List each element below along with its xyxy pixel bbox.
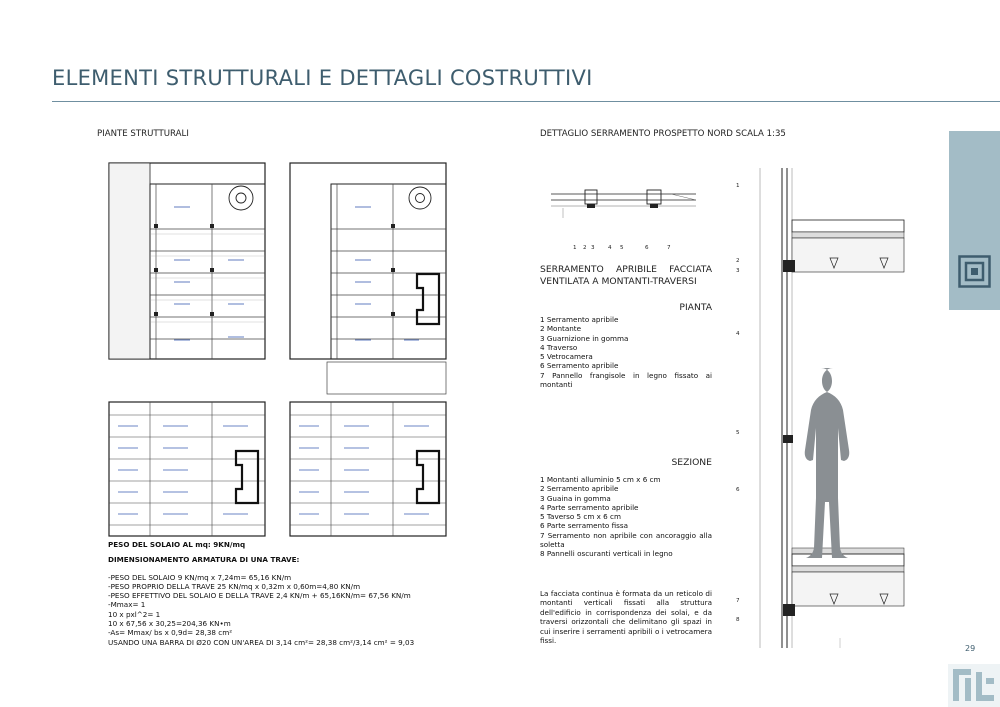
calc-line: -As= Mmax/ bs x 0,9d= 28,38 cm² [108,628,233,638]
detail-num: 6 [645,245,649,251]
detail-num: 4 [608,245,612,251]
square-target-icon [958,255,991,288]
calc-block [108,540,414,647]
pianta-item: 5 Vetrocamera [540,352,593,362]
sezione-title: SEZIONE [671,457,712,468]
detail-num: 3 [591,245,595,251]
corner-logo-icon [948,664,1000,707]
section-num: 4 [736,331,740,337]
section-num: 8 [736,617,740,623]
detail-num: 7 [667,245,671,251]
sezione-item: 8 Pannelli oscuranti verticali in legno [540,549,673,559]
calc-line: -Mmax= 1 [108,600,146,610]
sezione-item: 7 Serramento non apribile con ancoraggio alla soletta [540,530,712,550]
window-plan-detail [551,178,696,223]
pianta-item: 3 Guarnizione in gomma [540,333,629,343]
calc-line: -PESO DEL SOLAIO 9 KN/mq x 7,24m= 65,16 KN/m [108,572,292,582]
pianta-item: 1 Serramento apribile [540,315,619,324]
structural-plan-3 [108,401,266,537]
structural-plan-1 [108,162,266,360]
structural-plan-2 [289,162,447,396]
dim-title: DIMENSIONAMENTO ARMATURA DI UNA TRAVE: [108,555,300,565]
sezione-list [540,475,712,559]
calc-line: USANDO UNA BARRA DI Ø20 CON UN'AREA DI 3,14 cm²= 28,38 cm²/3,14 cm² = 9,03 [108,637,415,647]
pianta-list [540,315,712,389]
detail-num: 5 [620,245,624,251]
window-section-detail [730,168,942,648]
facade-paragraph: La facciata continua è formata da un reticolo di montanti verticali fissati alla struttura dell'edificio in corrispondenza dei solai, e da traversi orizzontali che delimitano gli spazi in cui inserire i serramenti apribili o i vetrocamera fissi. [540,589,712,646]
calc-line: 10 x 67,56 x 30,25=204,36 KN•m [108,619,231,629]
calc-line: -PESO EFFETTIVO DEL SOLAIO E DELLA TRAVE 2,4 KN/m + 65,16KN/m= 67,56 KN/m [108,591,411,601]
pianta-item: 2 Montante [540,324,582,334]
detail-num: 1 [573,245,577,251]
page-title: ELEMENTI STRUTTURALI E DETTAGLI COSTRUTTIVI [52,66,593,90]
pianta-item: 4 Traverso [540,342,578,352]
peso-label: PESO DEL SOLAIO AL mq: 9KN/mq [108,540,246,549]
structural-plan-4 [289,401,447,537]
section-num: 5 [736,430,740,436]
calc-line: 10 x pxl^2= 1 [108,609,161,619]
sezione-item: 6 Parte serramento fissa [540,521,629,531]
section-num: 7 [736,598,740,604]
window-heading: SERRAMENTO APRIBILE FACCIATA VENTILATA A MONTANTI-TRAVERSI [540,264,712,287]
pianta-item: 6 Serramento apribile [540,361,619,371]
section-num: 3 [736,268,740,274]
sezione-item: 4 Parte serramento apribile [540,502,639,512]
page-number: 29 [965,644,976,653]
pianta-title: PIANTA [679,302,712,313]
section-title-dettaglio: DETTAGLIO SERRAMENTO PROSPETTO NORD SCALA 1:35 [540,129,786,139]
calc-line: -PESO PROPRIO DELLA TRAVE 25 KN/mq x 0,32m x 0,60m=4,80 KN/m [108,581,361,591]
section-num: 1 [736,183,740,189]
title-divider [52,101,1000,102]
section-title-piante: PIANTE STRUTTURALI [97,129,189,139]
sezione-item: 3 Guaina in gomma [540,493,611,503]
sezione-item: 5 Taverso 5 cm x 6 cm [540,512,621,522]
detail-num: 2 [583,245,587,251]
section-num: 6 [736,487,740,493]
pianta-item: 7 Pannello frangisole in legno fissato ai montanti [540,370,712,390]
sezione-item: 2 Serramento apribile [540,484,619,494]
sezione-item: 1 Montanti alluminio 5 cm x 6 cm [540,475,661,484]
section-num: 2 [736,258,740,264]
